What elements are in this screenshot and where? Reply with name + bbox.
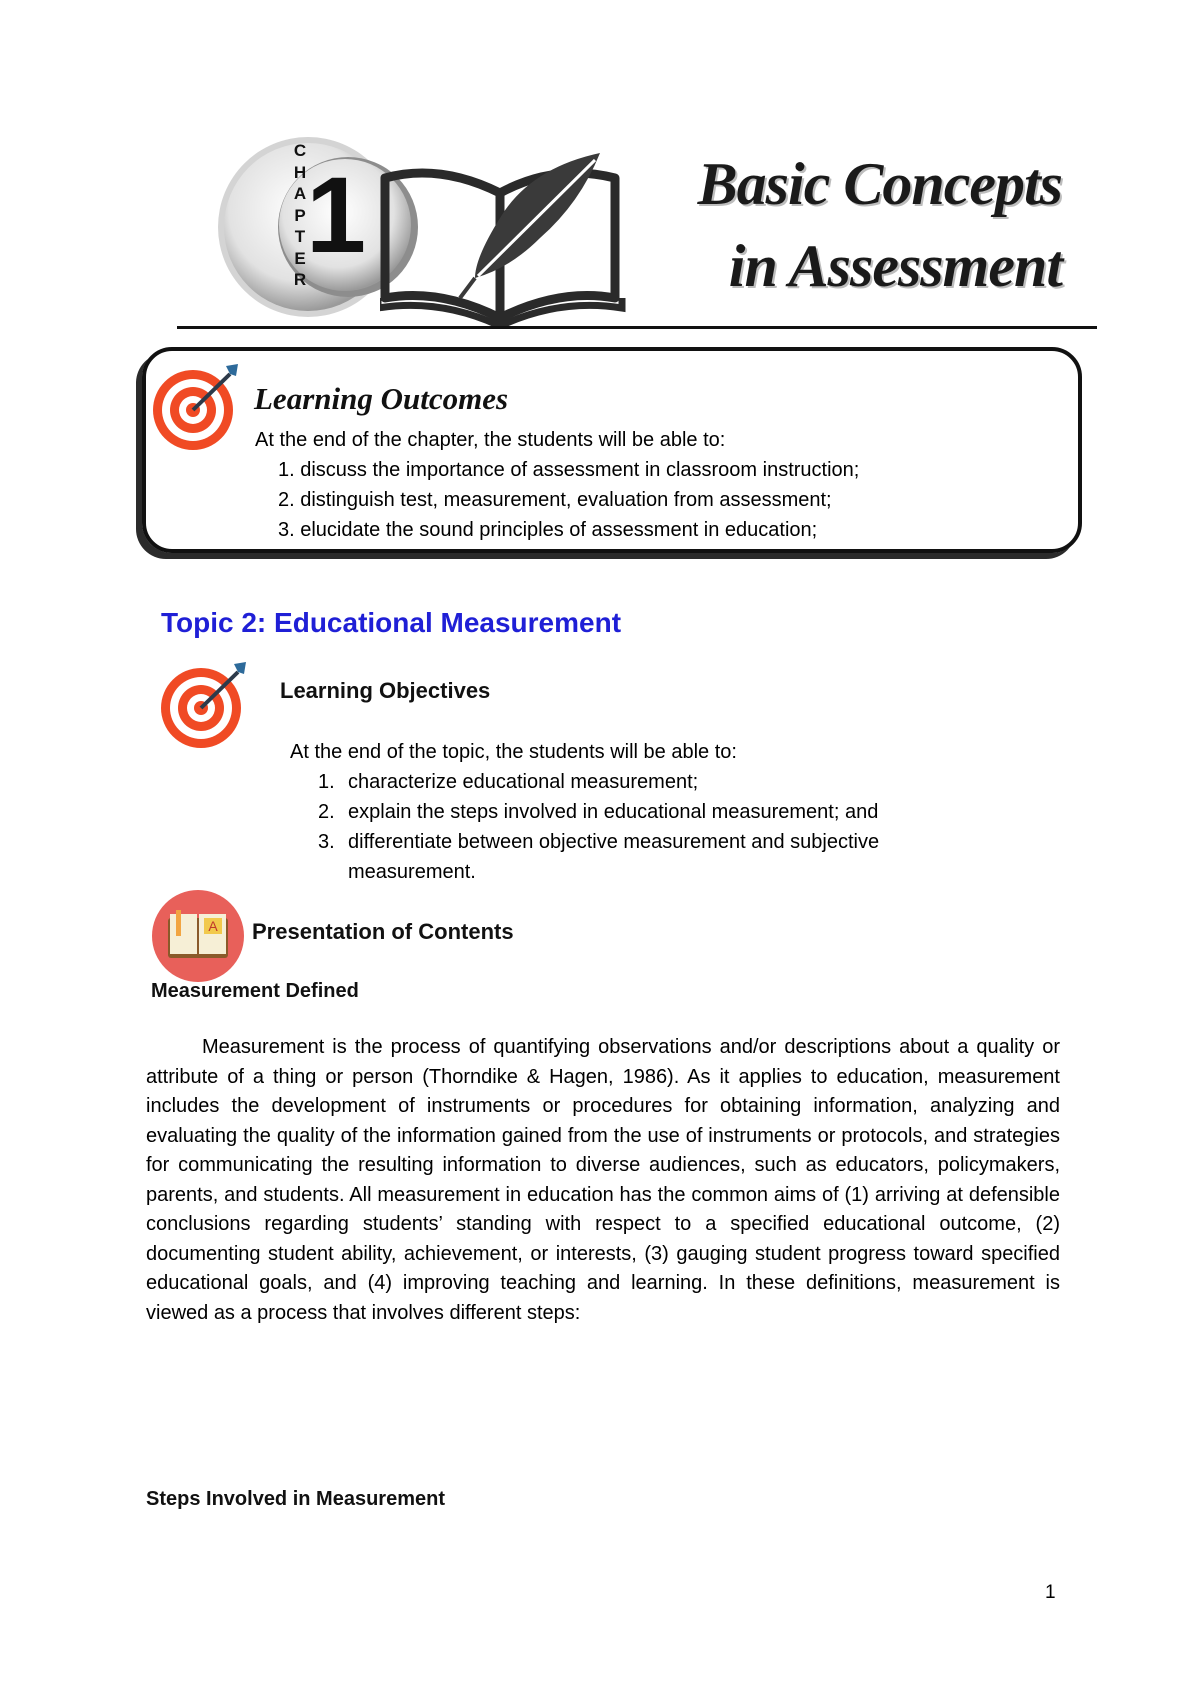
measurement-paragraph: Measurement is the process of quantifying observations and/or descriptions about a quality or attribute of a thing or person (Thorndike & Hagen, 1986). As it applies to education, measurement includes the development of instruments or procedures for obtaining information, analyzing and evaluating the quality of the information gained from the use of instruments or protocols, and strategies for communicating the resulting information to diverse audiences, such as educators, policymakers, parents, and students. All measurement in education has the common aims of (1) arriving at defensible conclusions regarding students’ standing with respect to a specified educational outcome, (2) documenting student ability, achievement, or interests, (3) gauging student progress toward specified educational goals, and (4) improving teaching and learning. In these definitions, measurement is viewed as a process that involves different steps: [146,1036,1060,1324]
target-arrow-icon [156,660,256,750]
learning-outcomes-intro: At the end of the chapter, the students will be able to: [255,429,726,451]
learning-objectives-intro: At the end of the topic, the students will be able to: [290,741,737,763]
book-icon [150,888,246,984]
list-item: 1. discuss the importance of assessment in classroom instruction; [278,459,860,481]
steps-heading: Steps Involved in Measurement [146,1488,445,1510]
learning-outcomes-list [278,455,859,545]
chapter-number: 1 [306,154,367,275]
title-divider [177,326,1097,329]
page-number: 1 [1045,1582,1056,1603]
list-item: 3. elucidate the sound principles of assessment in education; [278,519,818,541]
svg-text:A: A [208,918,218,934]
list-item: 3. differentiate between objective measurement and subjective measurement. [318,831,880,883]
learning-objectives-list [318,767,998,887]
list-item: 1. characterize educational measurement; [318,771,699,793]
learning-objectives-heading: Learning Objectives [280,678,491,703]
list-item: 2. explain the steps involved in educational measurement; and [318,801,879,823]
topic-heading: Topic 2: Educational Measurement [161,607,622,638]
chapter-title-line2: in Assessment [728,233,1062,299]
target-arrow-icon [148,362,248,452]
open-book-quill-icon [380,148,630,328]
presentation-heading: Presentation of Contents [252,919,514,944]
learning-outcomes-heading: Learning Outcomes [254,381,509,416]
list-item: 2. distinguish test, measurement, evaluation from assessment; [278,489,832,511]
chapter-label: C H A P T E R [293,141,307,289]
chapter-title-line1: Basic Concepts [697,151,1062,217]
measurement-defined-heading: Measurement Defined [151,980,359,1002]
